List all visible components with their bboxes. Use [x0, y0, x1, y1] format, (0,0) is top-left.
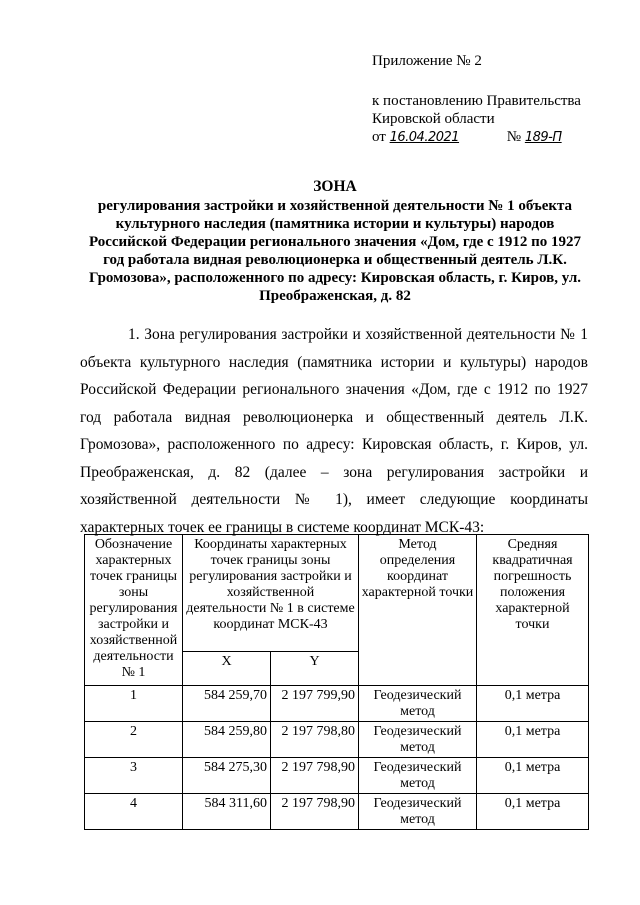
- cell-y: 2 197 798,90: [271, 794, 359, 830]
- cell-x: 584 275,30: [183, 758, 271, 794]
- cell-error: 0,1 метра: [477, 722, 589, 758]
- cell-method: Геодезический метод: [359, 758, 477, 794]
- cell-point: 1: [85, 686, 183, 722]
- number-prefix: №: [506, 129, 522, 145]
- cell-x: 584 259,80: [183, 722, 271, 758]
- cell-point: 4: [85, 794, 183, 830]
- cell-y: 2 197 798,80: [271, 722, 359, 758]
- document-title: [80, 178, 590, 305]
- title-subtitle: регулирования застройки и хозяйственной деятельности № 1 объекта культурного наследия (памятника истории и культуры) народов Российской Федерации регионального значения «Дом, где с 1912 по 1927 год работала видная революционерка и общественный деятель Л.К. Громозова», расположенного по адресу: Кировская область, г. Киров, ул. Преображенская, д. 82: [88, 198, 582, 304]
- date-prefix: от: [372, 129, 386, 145]
- decree-line-2: Кировской области: [372, 111, 495, 127]
- decree-reference: [372, 92, 581, 147]
- table-row: [85, 722, 589, 758]
- paragraph-1: 1. Зона регулирования застройки и хозяйственной деятельности № 1 объекта культурного наследия (памятника истории и культуры) народов Российской Федерации регионального значения «Дом, где с 1912 по 1927 год работала видная революционерка и общественный деятель Л.К. Громозова», расположенного по адресу: Кировская область, г. Киров, ул. Преображенская, д. 82 (далее – зона регулирования застройки и хозяйственной деятельности № 1), имеет следующие координаты характерных точек ее границы в системе координат МСК-43:: [80, 326, 588, 536]
- header-method: Метод определения координат характерной точки: [359, 535, 477, 686]
- table-header-row: [85, 535, 589, 652]
- header-point: Обозначение характерных точек границы зоны регулирования застройки и хозяйственной деятельности № 1: [85, 535, 183, 686]
- decree-date-number: [372, 128, 581, 147]
- cell-point: 3: [85, 758, 183, 794]
- decree-date: 16.04.2021: [389, 130, 460, 145]
- appendix-label: Приложение № 2: [372, 53, 482, 69]
- cell-x: 584 259,70: [183, 686, 271, 722]
- table-row: [85, 794, 589, 830]
- decree-number: 189-П: [524, 130, 562, 145]
- cell-x: 584 311,60: [183, 794, 271, 830]
- cell-method: Геодезический метод: [359, 722, 477, 758]
- cell-error: 0,1 метра: [477, 758, 589, 794]
- decree-line-1: к постановлению Правительства: [372, 93, 581, 109]
- coordinates-table: [84, 534, 589, 830]
- title-main: ЗОНА: [313, 178, 357, 195]
- cell-point: 2: [85, 722, 183, 758]
- table-row: [85, 686, 589, 722]
- table-row: [85, 758, 589, 794]
- cell-error: 0,1 метра: [477, 794, 589, 830]
- header-y: Y: [271, 652, 359, 686]
- cell-y: 2 197 799,90: [271, 686, 359, 722]
- cell-error: 0,1 метра: [477, 686, 589, 722]
- header-coordinates: Координаты характерных точек границы зоны регулирования застройки и хозяйственной деятельности № 1 в системе координат МСК-43: [183, 535, 359, 652]
- cell-method: Геодезический метод: [359, 794, 477, 830]
- header-x: X: [183, 652, 271, 686]
- header-error: Средняя квадратичная погрешность положения характерной точки: [477, 535, 589, 686]
- cell-y: 2 197 798,90: [271, 758, 359, 794]
- cell-method: Геодезический метод: [359, 686, 477, 722]
